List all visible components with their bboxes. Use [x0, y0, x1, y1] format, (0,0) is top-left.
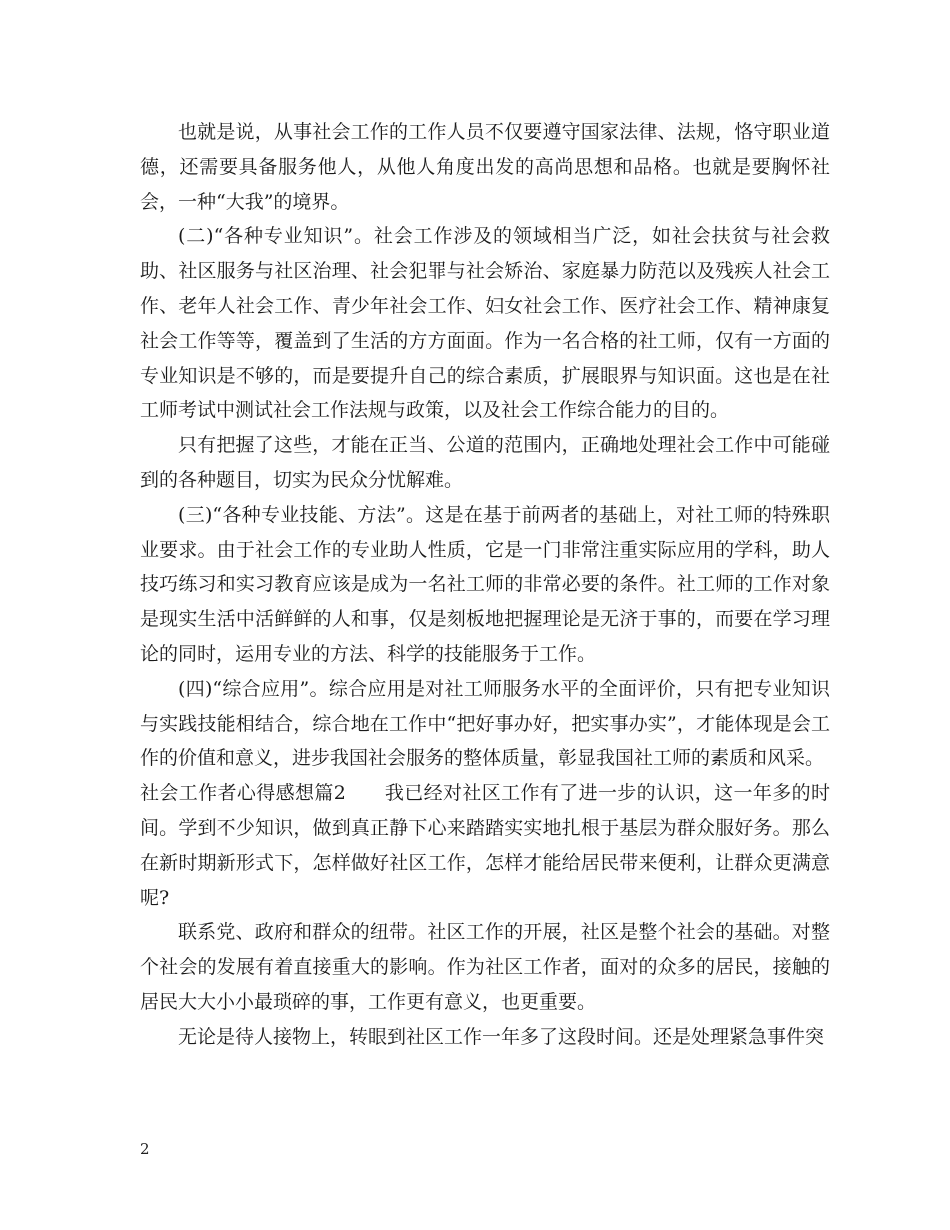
paragraph: 只有把握了这些，才能在正当、公道的范围内，正确地处理社会工作中可能碰到的各种题目，切实为民众分忧解难。 [140, 434, 830, 491]
paragraph: (四)“综合应用”。综合应用是对社工师服务水平的全面评价，只有把专业知识与实践技能相结合，综合地在工作中“把好事办好，把实事办实”，才能体现是会工作的价值和意义，进步我国社会服务的整体质量，彰显我国社工师的素质和风采。 [140, 677, 830, 770]
paragraph: (三)“各种专业技能、方法”。这是在基于前两者的基础上，对社工师的特殊职业要求。由于社会工作的专业助人性质，它是一门非常注重实际应用的学科，助人技巧练习和实习教育应该是成为一名社工师的非常必要的条件。社工师的工作对象是现实生活中活鲜鲜的人和事，仅是刻板地把握理论是无济于事的，而要在学习理论的同时，运用专业的方法、科学的技能服务于工作。 [140, 503, 830, 665]
document-body [140, 115, 830, 1055]
paragraph: 也就是说，从事社会工作的工作人员不仅要遵守国家法律、法规，恪守职业道德，还需要具备服务他人，从他人角度出发的高尚思想和品格。也就是要胸怀社会，一种“大我”的境界。 [140, 121, 830, 213]
paragraph: 联系党、政府和群众的纽带。社区工作的开展，社区是整个社会的基础。对整个社会的发展有着直接重大的影响。作为社区工作者，面对的众多的居民，接触的居民大大小小最琐碎的事，工作更有意义，也更重要。 [140, 921, 830, 1013]
paragraph: 无论是待人接物上，转眼到社区工作一年多了这段时间。还是处理紧急事件突 [178, 1025, 825, 1048]
paragraph: (二)“各种专业知识”。社会工作涉及的领域相当广泛，如社会扶贫与社会救助、社区服务与社区治理、社会犯罪与社会矫治、家庭暴力防范以及残疾人社会工作、老年人社会工作、青少年社会工作、妇女社会工作、医疗社会工作、精神康复社会工作等等，覆盖到了生活的方方面面。作为一名合格的社工师，仅有一方面的专业知识是不够的，而是要提升自己的综合素质，扩展眼界与知识面。这也是在社工师考试中测试社会工作法规与政策，以及社会工作综合能力的目的。 [140, 225, 830, 422]
paragraph-section-heading: 社会工作者心得感想篇2 我已经对社区工作有了进一步的认识，这一年多的时间。学到不少知识，做到真正静下心来踏踏实实地扎根于基层为群众服好务。那么在新时期新形式下，怎样做好社区工作，怎样才能给居民带来便利，让群众更满意呢? [140, 782, 830, 909]
page-number: 2 [140, 1140, 150, 1158]
